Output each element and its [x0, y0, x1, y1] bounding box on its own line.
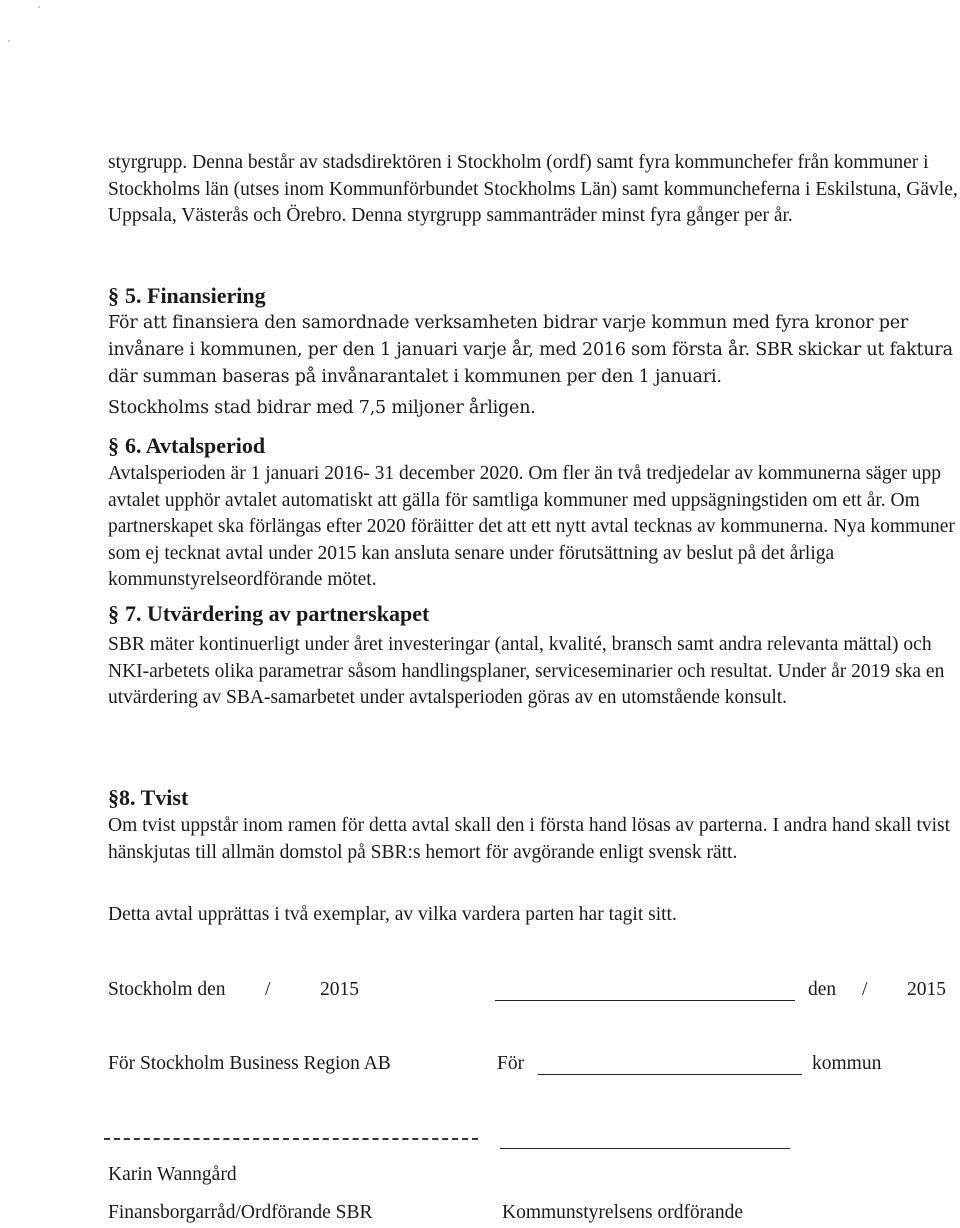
section-7-body: SBR mäter kontinuerligt under året investeringar (antal, kvalité, bransch samt andra relevanta mättal) och NKI-arbetets olika parametrar såsom handlingsplaner, serviceseminarier och resultat. Under år 2019 ska en utvärdering av SBA-samarbetet under avtalsperioden göras av en utomstående konsult. [108, 634, 945, 708]
signing-place-left: Stockholm den [108, 979, 226, 1000]
section-8-body: Om tvist uppstår inom ramen för detta avtal skall den i första hand lösas av parterna. I andra hand skall tvist hänskjutas till allmän domstol på SBR:s hemort för avgörande enligt svensk rätt. [108, 815, 951, 863]
party-left: För Stockholm Business Region AB [108, 1053, 391, 1074]
section-5-heading [108, 282, 266, 310]
section-8-heading: §8. Tvist [108, 785, 189, 810]
signatory-name-left: Karin Wanngård [108, 1164, 237, 1185]
scan-speck [38, 6, 40, 8]
scan-speck [8, 40, 10, 42]
section-symbol: § [108, 283, 119, 308]
date-slash-left: / [265, 979, 271, 1000]
signatory-title-left: Finansborgarråd/Ordförande SBR [108, 1202, 373, 1223]
date-slash-right: / [862, 979, 868, 1000]
section-5-title: 5. Finansiering [125, 283, 266, 308]
section-6-body: Avtalsperioden är 1 januari 2016- 31 december 2020. Om fler än två tredjedelar av kommunerna säger upp avtalet upphör avtalet automatiskt att gälla för samtliga kommuner med uppsägningstiden om ett år. Om partnerskapet ska förlängas efter 2020 föräitter det att ett nytt avtal tecknas av kommunerna. Nya kommuner som ej tecknat avtal under 2015 kan ansluta senare under förutsättning av beslut på det årliga kommunstyrelseordförande mötet. [108, 463, 955, 590]
closing-statement: Detta avtal upprättas i två exemplar, av vilka vardera parten har tagit sitt. [108, 904, 677, 925]
section-7-heading [108, 600, 429, 628]
section-5-body-2: Stockholms stad bidrar med 7,5 miljoner årligen. [108, 398, 536, 418]
party-right-prefix: För [497, 1053, 525, 1074]
date-label-right: den [808, 979, 837, 1000]
section-7-title: 7. Utvärdering av partnerskapet [125, 601, 430, 626]
intro-paragraph: styrgrupp. Denna består av stadsdirektören i Stockholm (ordf) samt fyra kommunchefer från kommuner i Stockholms län (utses inom Kommunförbundet Stockholms Län) samt kommuncheferna i Eskilstuna, Gävle, Uppsala, Västerås och Örebro. Denna styrgrupp sammanträder minst fyra gånger per år. [108, 152, 958, 226]
party-right-suffix: kommun [812, 1053, 882, 1074]
signature-line-right [500, 1148, 790, 1149]
signing-place-line-right [495, 1000, 795, 1001]
section-symbol: § [108, 601, 119, 626]
section-symbol: § [108, 433, 119, 458]
municipality-name-line [538, 1074, 802, 1075]
signatory-title-right: Kommunstyrelsens ordförande [502, 1202, 743, 1223]
section-5-body: För att finansiera den samordnade verksamheten bidrar varje kommun med fyra kronor per invånare i kommunen, per den 1 januari varje år, med 2016 som första år. SBR skickar ut faktura där summan baseras på invånarantalet i kommunen per den 1 januari. [108, 313, 953, 387]
section-6-title: 6. Avtalsperiod [125, 433, 266, 458]
year-right: 2015 [907, 979, 946, 1000]
year-left: 2015 [320, 979, 359, 1000]
signature-line-left [104, 1138, 478, 1140]
section-6-heading [108, 432, 265, 460]
